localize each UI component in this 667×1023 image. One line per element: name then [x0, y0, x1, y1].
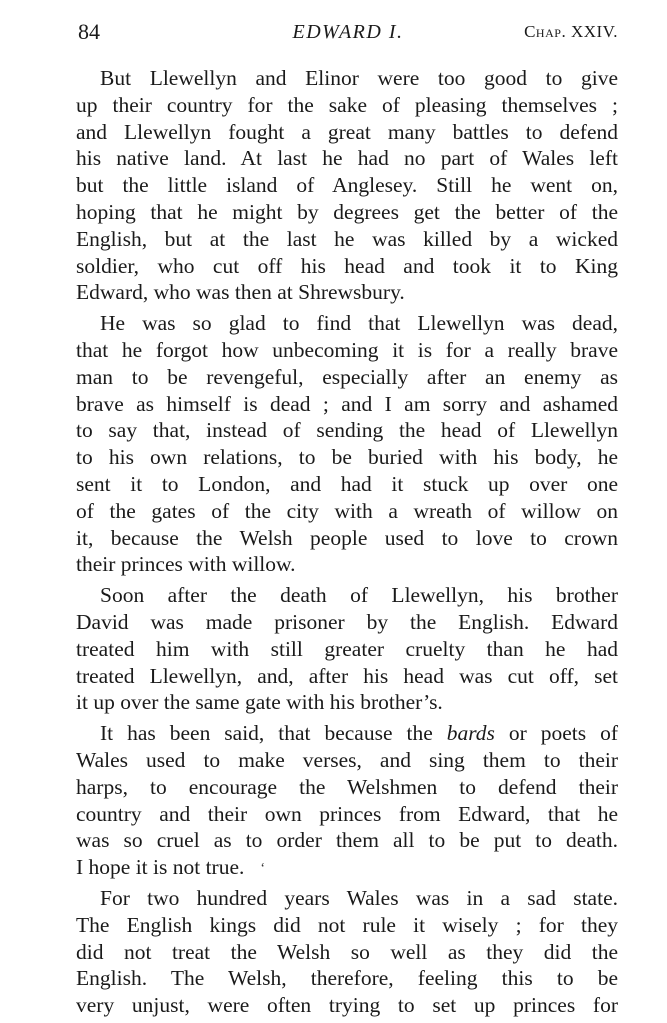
paragraph-1 [76, 65, 618, 306]
text-run: or poets of [494, 721, 618, 746]
running-title: EDWARD I. [292, 21, 404, 43]
text-line: that he forgot how unbecoming it is for a really brave [76, 337, 618, 362]
text-line: man to be revengeful, especially after an enemy as [76, 364, 618, 389]
stray-mark: ‘ [260, 860, 266, 876]
paragraph-4 [76, 720, 618, 881]
text-line: treated him with still greater cruelty than he had [76, 636, 618, 661]
text-line: his native land. At last he had no part of Wales left [76, 146, 618, 171]
text-line: it up over the same gate with his brother’s. [76, 690, 443, 715]
text-line: English, but at the last he was killed by a wicked [76, 226, 618, 251]
text-line: soldier, who cut off his head and took it to King [76, 253, 618, 278]
italic-term: bards [446, 721, 495, 746]
text-line: up their country for the sake of pleasing themselves ; [76, 92, 618, 117]
text-line: English. The Welsh, therefore, feeling this to be [76, 966, 618, 991]
text-line: to say that, instead of sending the head of Llewellyn [76, 418, 618, 443]
text-line: David was made prisoner by the English. Edward [76, 609, 618, 634]
text-run: It has been said, that because the [100, 721, 447, 746]
text-line: hoping that he might by degrees get the better of the [76, 199, 618, 224]
text-line: Soon after the death of Llewellyn, his brother [100, 583, 618, 608]
text-line: But Llewellyn and Elinor were too good to give [100, 66, 618, 90]
text-line: For two hundred years Wales was in a sad state. [100, 885, 618, 910]
text-line: sent it to London, and had it stuck up over one [76, 471, 618, 496]
text-line [76, 854, 618, 881]
running-head [78, 14, 618, 50]
text-line: to his own relations, to be buried with his body, he [76, 445, 618, 470]
paragraph-2 [76, 310, 618, 578]
chapter-label: Chap. XXIV. [524, 22, 618, 41]
paragraph-5 [76, 885, 618, 1019]
text-line: did not treat the Welsh so well as they did the [76, 939, 618, 964]
text-line: their princes with willow. [76, 552, 296, 577]
text-line: very unjust, were often trying to set up princes for [76, 993, 618, 1018]
text-line [76, 720, 618, 747]
text-line: it, because the Welsh people used to love to crown [76, 525, 618, 550]
text-line: of the gates of the city with a wreath of willow on [76, 498, 618, 523]
text-line: country and their own princes from Edward, that he [76, 801, 618, 826]
text-line: was so cruel as to order them all to be put to death. [76, 828, 618, 853]
text-run: I hope it is not true. [76, 855, 245, 880]
text-line: and Llewellyn fought a great many battles to defend [76, 119, 618, 144]
text-line: but the little island of Anglesey. Still he went on, [76, 173, 618, 198]
text-line: Wales used to make verses, and sing them to their [76, 747, 618, 772]
text-line: Edward, who was then at Shrewsbury. [76, 280, 405, 305]
text-line: harps, to encourage the Welshmen to defend their [76, 774, 618, 799]
page-number: 84 [78, 19, 100, 44]
text-line: treated Llewellyn, and, after his head was cut off, set [76, 663, 618, 688]
body-text [76, 65, 618, 1023]
paragraph-3 [76, 582, 618, 716]
text-line: brave as himself is dead ; and I am sorry and ashamed [76, 391, 618, 416]
text-line: The English kings did not rule it wisely ; for they [76, 912, 618, 937]
text-line: He was so glad to find that Llewellyn was dead, [100, 311, 618, 336]
